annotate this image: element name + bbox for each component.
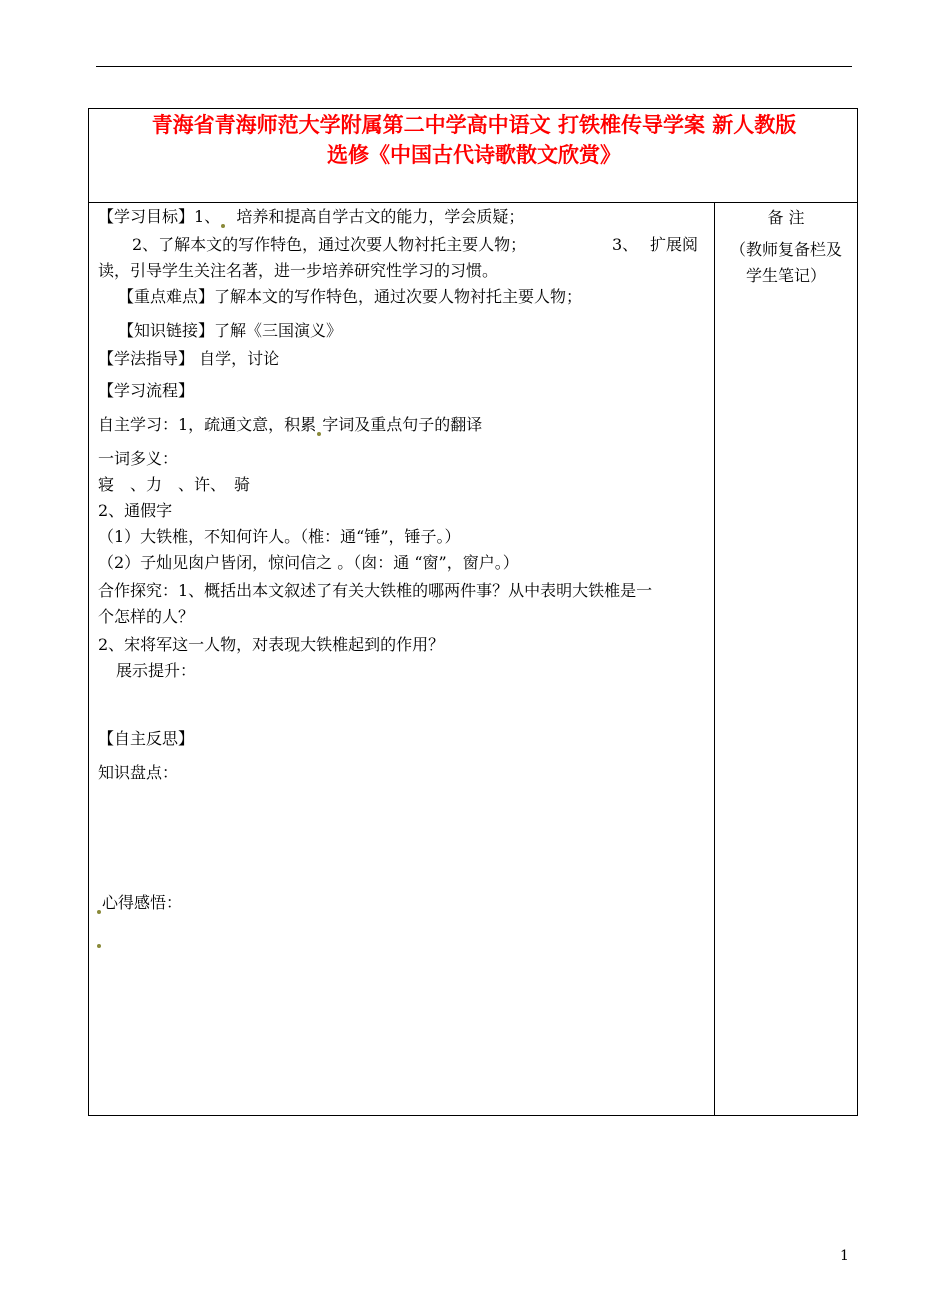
mark-dot-icon xyxy=(97,944,101,948)
insight-label: 心得感悟： xyxy=(102,893,183,912)
key-points-text: 了解本文的写作特色，通过次要人物衬托主要人物； xyxy=(214,287,583,306)
notes-line-1: （教师复备栏及 xyxy=(729,240,842,259)
cooperation-q1-line-1: 合作探究：1、概括出本文叙述了有关大铁椎的哪两件事？从中表明大铁椎是一 xyxy=(98,581,653,600)
polysemy-words: 寝 、力 、许、 骑 xyxy=(98,475,251,494)
notes-line-2: 学生笔记） xyxy=(745,266,826,285)
notes-heading: 备 注 xyxy=(767,208,805,227)
process-label: 【学习流程】 xyxy=(98,381,195,400)
method-label: 【学法指导】 xyxy=(98,349,195,368)
show-label: 展示提升： xyxy=(116,661,197,680)
title-line-2: 选修《中国古代诗歌散文欣赏》 xyxy=(327,142,621,167)
document-title xyxy=(96,110,852,170)
cooperation-q2: 2、宋将军这一人物，对表现大铁椎起到的作用？ xyxy=(98,635,445,654)
key-points-label: 【重点难点】 xyxy=(118,287,215,306)
objectives-item1: 培养和提高自学古文的能力，学会质疑； xyxy=(236,207,525,226)
mark-dot-icon xyxy=(221,224,225,228)
page-number: 1 xyxy=(840,1248,849,1264)
self-study-line xyxy=(98,414,482,436)
knowledge-inventory-label: 知识盘点： xyxy=(98,763,179,782)
method-line xyxy=(98,348,279,370)
self-study-suffix: 字词及重点句子的翻译 xyxy=(322,415,483,434)
knowledge-link-label: 【知识链接】 xyxy=(118,321,215,340)
objectives-item3-number: 3、 xyxy=(612,235,639,254)
polysemy-label: 一词多义： xyxy=(98,449,179,468)
insight-mark xyxy=(96,926,102,948)
objectives-label: 【学习目标】 xyxy=(98,207,195,226)
title-line-1: 青海省青海师范大学附属第二中学高中语文 打铁椎传导学案 新人教版 xyxy=(151,112,797,137)
knowledge-link-line xyxy=(118,320,342,342)
self-study-prefix: 自主学习：1，疏通文意，积累 xyxy=(98,415,317,434)
key-points-line xyxy=(118,286,582,308)
reflection-label: 【自主反思】 xyxy=(98,729,195,748)
cooperation-q1-line-2: 个怎样的人？ xyxy=(98,607,195,626)
tongjia-label: 2、通假字 xyxy=(98,501,173,520)
objectives-item3-start: 扩展阅 xyxy=(650,235,699,254)
objectives-item1-prefix: 1、 xyxy=(194,207,221,226)
mark-dot-icon xyxy=(97,910,101,914)
objectives-item3-continued: 读，引导学生关注名著，进一步培养研究性学习的习惯。 xyxy=(98,261,499,280)
insight-line xyxy=(96,892,182,914)
tongjia-item-1: （1）大铁椎，不知何许人。（椎：通“锤”，锤子。） xyxy=(98,527,461,546)
header-rule xyxy=(96,66,852,67)
notes-column-divider xyxy=(714,202,715,1116)
tongjia-item-2: （2）子灿见囱户皆闭，惊问信之 。（囱：通 “窗”，窗户。） xyxy=(98,553,519,572)
knowledge-link-text: 了解《三国演义》 xyxy=(214,321,343,340)
method-text: 自学，讨论 xyxy=(194,349,280,368)
objectives-item2: 2、了解本文的写作特色，通过次要人物衬托主要人物； xyxy=(132,235,527,254)
mark-dot-icon xyxy=(317,432,321,436)
objectives-line xyxy=(98,206,524,228)
